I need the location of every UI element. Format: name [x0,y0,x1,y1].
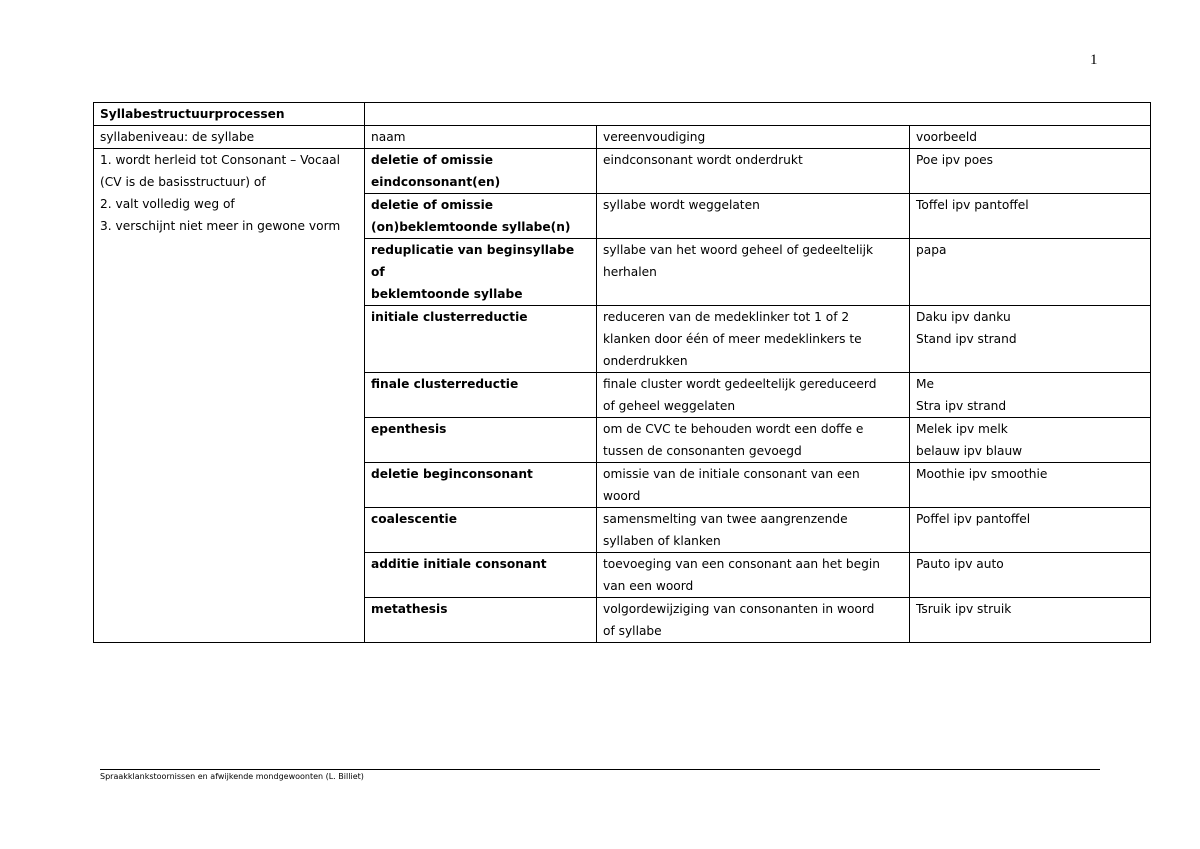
cell-vereenvoudiging [597,508,910,553]
voorbeeld-line: Poffel ipv pantoffel [916,512,1031,526]
voorbeeld-line: Daku ipv danku [916,310,1011,324]
header-naam: naam [365,126,597,149]
cell-voorbeeld [910,508,1151,553]
cell-naam [365,598,597,643]
cell-voorbeeld [910,373,1151,418]
vereenvoudiging-line: syllabe van het woord geheel of gedeeltelijk [603,243,874,257]
level-description-line: 1. wordt herleid tot Consonant – Vocaal [100,153,341,167]
voorbeeld-line: belauw ipv blauw [916,444,1023,458]
level-description-line: 3. verschijnt niet meer in gewone vorm [100,219,341,233]
cell-vereenvoudiging [597,463,910,508]
footer-text: Spraakklankstoornissen en afwijkende mondgewoonten (L. Billiet) [100,772,364,781]
naam-line: eindconsonant(en) [371,175,501,189]
vereenvoudiging-line: klanken door één of meer medeklinkers te [603,332,862,346]
cell-voorbeeld [910,306,1151,373]
vereenvoudiging-line: volgordewijziging van consonanten in woord [603,602,875,616]
voorbeeld-line: Melek ipv melk [916,422,1008,436]
vereenvoudiging-line: finale cluster wordt gedeeltelijk gereduceerd [603,377,877,391]
cell-vereenvoudiging [597,418,910,463]
vereenvoudiging-line: eindconsonant wordt onderdrukt [603,153,803,167]
vereenvoudiging-line: of geheel weggelaten [603,399,736,413]
naam-line: additie initiale consonant [371,557,547,571]
cell-naam [365,239,597,306]
naam-line: deletie beginconsonant [371,467,533,481]
vereenvoudiging-line: omissie van de initiale consonant van een [603,467,860,481]
vereenvoudiging-line: woord [603,489,641,503]
cell-voorbeeld [910,418,1151,463]
voorbeeld-line: Stand ipv strand [916,332,1017,346]
cell-voorbeeld [910,149,1151,194]
cell-voorbeeld [910,463,1151,508]
syllable-process-table [93,102,1151,643]
cell-vereenvoudiging [597,149,910,194]
table-title-row [94,103,1151,126]
level-label: syllabeniveau: de syllabe [94,126,365,149]
cell-vereenvoudiging [597,373,910,418]
vereenvoudiging-line: syllabe wordt weggelaten [603,198,760,212]
table-row [94,149,1151,194]
vereenvoudiging-line: toevoeging van een consonant aan het begin [603,557,880,571]
naam-line: (on)beklemtoonde syllabe(n) [371,220,571,234]
level-description-line: (CV is de basisstructuur) of [100,175,266,189]
naam-line: deletie of omissie [371,198,494,212]
level-description-line: 2. valt volledig weg of [100,197,235,211]
cell-vereenvoudiging [597,306,910,373]
vereenvoudiging-line: om de CVC te behouden wordt een doffe e [603,422,864,436]
vereenvoudiging-line: herhalen [603,265,657,279]
vereenvoudiging-line: of syllabe [603,624,662,638]
voorbeeld-line: Poe ipv poes [916,153,993,167]
voorbeeld-line: Tsruik ipv struik [916,602,1012,616]
naam-line: coalescentie [371,512,457,526]
naam-line: reduplicatie van beginsyllabe of [371,243,575,279]
cell-vereenvoudiging [597,239,910,306]
voorbeeld-line: Me [916,377,935,391]
voorbeeld-line: Pauto ipv auto [916,557,1004,571]
vereenvoudiging-line: syllaben of klanken [603,534,721,548]
table-title: Syllabestructuurprocessen [94,103,365,126]
cell-voorbeeld [910,598,1151,643]
voorbeeld-line: Stra ipv strand [916,399,1007,413]
cell-vereenvoudiging [597,194,910,239]
naam-line: metathesis [371,602,448,616]
cell-naam [365,373,597,418]
table-title-empty-cell [365,103,1151,126]
header-voorbeeld: voorbeeld [910,126,1151,149]
vereenvoudiging-line: tussen de consonanten gevoegd [603,444,802,458]
table-header-row [94,126,1151,149]
level-description [94,149,365,643]
cell-naam [365,306,597,373]
vereenvoudiging-line: van een woord [603,579,694,593]
page-number: 1 [1090,52,1098,68]
cell-voorbeeld [910,553,1151,598]
naam-line: deletie of omissie [371,153,494,167]
vereenvoudiging-line: samensmelting van twee aangrenzende [603,512,848,526]
voorbeeld-line: papa [916,243,947,257]
cell-naam [365,149,597,194]
naam-line: beklemtoonde syllabe [371,287,523,301]
vereenvoudiging-line: reduceren van de medeklinker tot 1 of 2 [603,310,850,324]
voorbeeld-line: Toffel ipv pantoffel [916,198,1029,212]
cell-voorbeeld [910,239,1151,306]
header-vereenvoudiging: vereenvoudiging [597,126,910,149]
cell-naam [365,463,597,508]
cell-vereenvoudiging [597,598,910,643]
cell-voorbeeld [910,194,1151,239]
vereenvoudiging-line: onderdrukken [603,354,688,368]
naam-line: finale clusterreductie [371,377,519,391]
cell-naam [365,418,597,463]
cell-naam [365,508,597,553]
cell-naam [365,553,597,598]
cell-vereenvoudiging [597,553,910,598]
voorbeeld-line: Moothie ipv smoothie [916,467,1048,481]
naam-line: initiale clusterreductie [371,310,528,324]
naam-line: epenthesis [371,422,447,436]
cell-naam [365,194,597,239]
footer-divider [100,769,1100,770]
